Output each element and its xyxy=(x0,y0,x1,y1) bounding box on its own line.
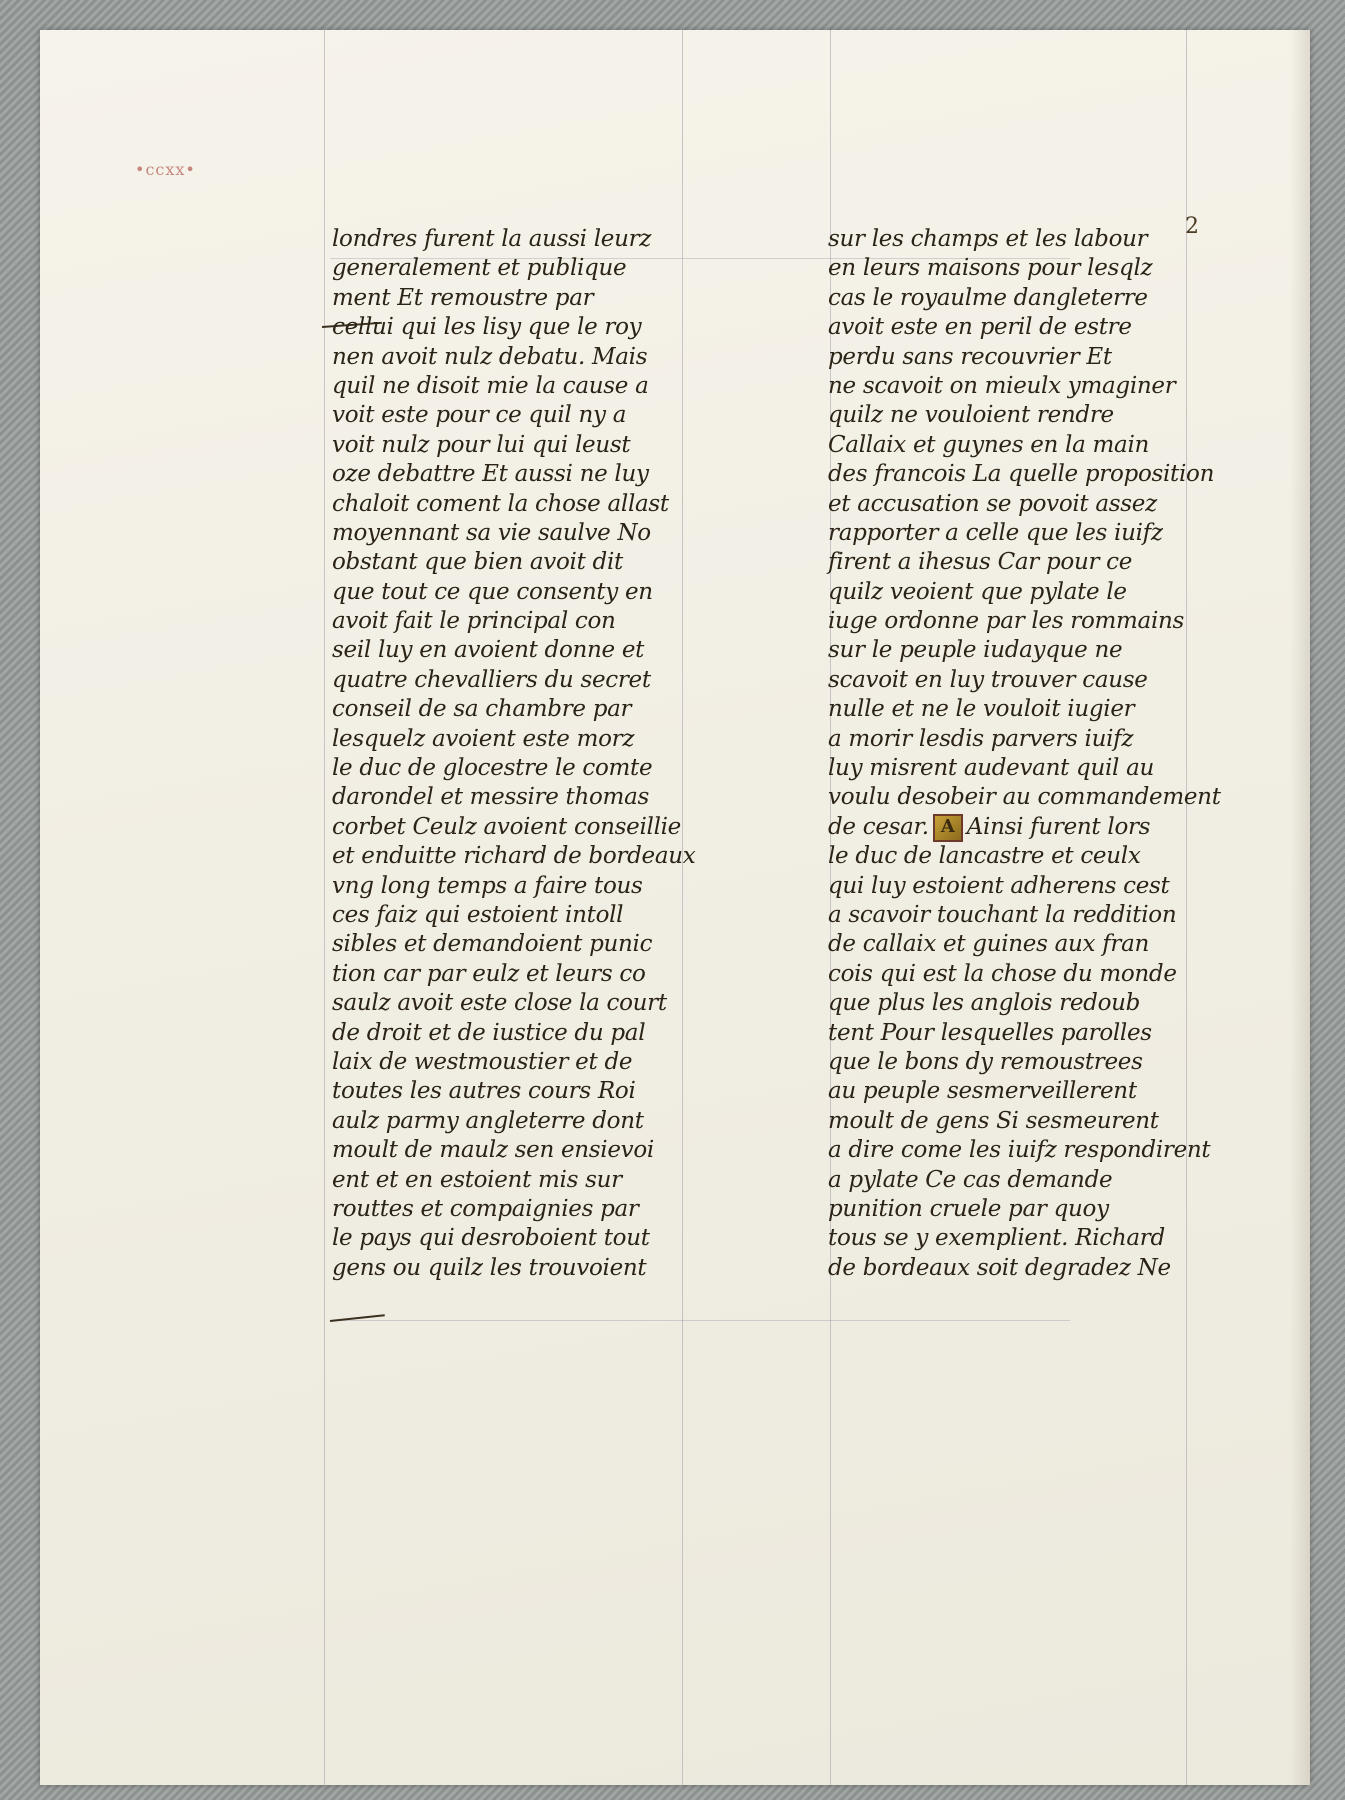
text-line: avoit fait le principal con xyxy=(332,608,616,635)
text-line: cellui qui les lisy que le roy xyxy=(332,314,642,341)
left-text-column xyxy=(332,225,695,1283)
text-line: iuge ordonne par les rommains xyxy=(828,608,1185,635)
text-line: darondel et messire thomas xyxy=(332,784,649,811)
text-line: sur les champs et les labour xyxy=(828,226,1148,252)
text-line: routtes et compaignies par xyxy=(332,1195,639,1222)
text-line: ces faiz qui estoient intoll xyxy=(332,901,624,928)
text-line: des francois La quelle proposition xyxy=(828,461,1215,488)
text-line: nulle et ne le vouloit iugier xyxy=(828,696,1135,723)
text-line: quilz veoient que pylate le xyxy=(828,578,1127,605)
text-line: quilz ne vouloient rendre xyxy=(828,402,1114,429)
text-line: seil luy en avoient donne et xyxy=(332,637,645,664)
text-line: oze debattre Et aussi ne luy xyxy=(332,461,649,488)
text-line: voit nulz pour lui qui leust xyxy=(332,431,631,458)
corner-mark: 2 xyxy=(1185,214,1199,239)
text-line: tion car par eulz et leurs co xyxy=(332,960,646,987)
text-line: quatre chevalliers du secret xyxy=(332,666,651,693)
text-segment: Ainsi furent lors xyxy=(966,813,1151,840)
text-line: cas le royaulme dangleterre xyxy=(828,284,1148,311)
text-line: voit este pour ce quil ny a xyxy=(332,402,627,429)
text-line: firent a ihesus Car pour ce xyxy=(828,549,1133,576)
text-line: generalement et publique xyxy=(332,255,627,282)
text-line: ne scavoit on mieulx ymaginer xyxy=(828,372,1176,399)
text-line: rapporter a celle que les iuifz xyxy=(828,519,1163,546)
text-line: moyennant sa vie saulve No xyxy=(332,519,651,546)
text-line: le duc de lancastre et ceulx xyxy=(828,843,1141,870)
text-line: sur le peuple iudayque ne xyxy=(828,637,1123,664)
illuminated-initial-icon: A xyxy=(933,814,963,842)
text-segment: de cesar. xyxy=(828,813,929,840)
text-line: moult de maulz sen ensievoi xyxy=(332,1137,654,1164)
text-line: ent et en estoient mis sur xyxy=(332,1166,622,1193)
page-edge xyxy=(1290,30,1310,1785)
text-line: punition cruele par quoy xyxy=(828,1195,1109,1222)
ruling-line xyxy=(330,1320,1070,1321)
text-line: moult de gens Si sesmeurent xyxy=(828,1107,1159,1134)
text-line: corbet Ceulz avoient conseillie xyxy=(332,813,681,840)
text-line: le pays qui desroboient tout xyxy=(332,1225,650,1252)
text-line: que le bons dy remoustrees xyxy=(828,1048,1143,1075)
text-line: laix de westmoustier et de xyxy=(332,1048,633,1075)
text-line: gens ou quilz les trouvoient xyxy=(332,1254,647,1281)
ruling-line xyxy=(324,30,325,1785)
text-line: que tout ce que consenty en xyxy=(332,578,653,605)
text-line: obstant que bien avoit dit xyxy=(332,549,623,576)
text-line-with-initial xyxy=(828,813,1221,842)
text-line: de droit et de iustice du pal xyxy=(332,1019,646,1046)
text-line: tent Pour lesquelles parolles xyxy=(828,1019,1152,1046)
text-line: a morir lesdis parvers iuifz xyxy=(828,725,1134,752)
text-line: cois qui est la chose du monde xyxy=(828,960,1177,987)
text-line: a scavoir touchant la reddition xyxy=(828,901,1177,928)
text-line: avoit este en peril de estre xyxy=(828,314,1132,341)
text-line: quil ne disoit mie la cause a xyxy=(332,372,649,399)
text-line: et enduitte richard de bordeaux xyxy=(332,843,696,870)
text-line: saulz avoit este close la court xyxy=(332,990,667,1017)
text-line: Callaix et guynes en la main xyxy=(828,431,1150,458)
text-line: aulz parmy angleterre dont xyxy=(332,1107,644,1134)
text-line: au peuple sesmerveillerent xyxy=(828,1078,1137,1105)
text-line: conseil de sa chambre par xyxy=(332,696,632,723)
folio-mark: •ccxx• xyxy=(135,160,196,179)
text-line: en leurs maisons pour lesqlz xyxy=(828,255,1153,282)
text-line: chaloit coment la chose allast xyxy=(332,490,669,517)
text-line: londres furent la aussi leurz xyxy=(332,226,652,252)
text-line: scavoit en luy trouver cause xyxy=(828,666,1148,693)
text-line: nen avoit nulz debatu. Mais xyxy=(332,343,648,370)
text-line: vng long temps a faire tous xyxy=(332,872,643,899)
text-line: voulu desobeir au commandement xyxy=(828,784,1221,811)
text-line: toutes les autres cours Roi xyxy=(332,1078,636,1105)
text-line: luy misrent audevant quil au xyxy=(828,755,1155,782)
text-line: tous se y exemplient. Richard xyxy=(828,1225,1165,1252)
text-line: le duc de glocestre le comte xyxy=(332,755,653,782)
text-line: qui luy estoient adherens cest xyxy=(828,872,1170,899)
text-line: ment Et remoustre par xyxy=(332,284,594,311)
text-line: et accusation se povoit assez xyxy=(828,490,1157,517)
text-line: lesquelz avoient este morz xyxy=(332,725,635,752)
text-line: a pylate Ce cas demande xyxy=(828,1166,1113,1193)
text-line: que plus les anglois redoub xyxy=(828,990,1141,1017)
text-line: sibles et demandoient punic xyxy=(332,931,653,958)
text-line: de bordeaux soit degradez Ne xyxy=(828,1254,1171,1281)
text-line: perdu sans recouvrier Et xyxy=(828,343,1112,370)
text-line: a dire come les iuifz respondirent xyxy=(828,1137,1211,1164)
right-text-column xyxy=(828,225,1221,1283)
text-line: de callaix et guines aux fran xyxy=(828,931,1150,958)
